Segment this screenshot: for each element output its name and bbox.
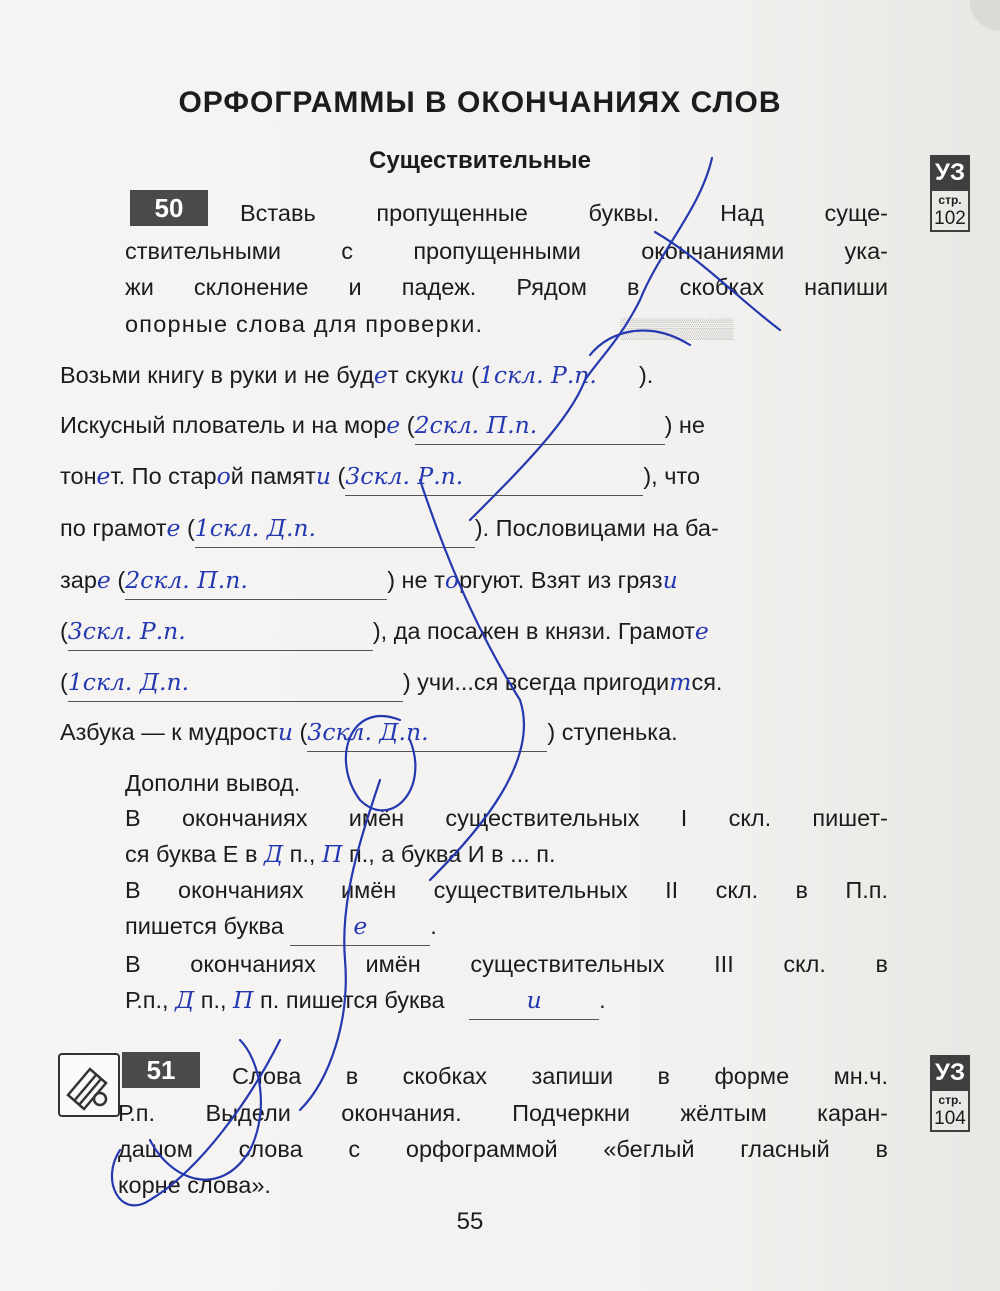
hw-ending: е (96, 566, 111, 594)
hw-annotation: 1скл. Д.п. (68, 664, 403, 702)
reference-label: УЗ (930, 155, 970, 191)
page-number: 55 (456, 1208, 484, 1235)
conclusion-row-4: пишется буква е . (125, 908, 437, 946)
text-line-5: заре (2скл. П.п. ) не торгуют. Взят из грязи (60, 562, 678, 600)
ex51-line-2: Р.п. Выдели окончания. Подчеркни жёлтым каран- (118, 1100, 888, 1126)
conclusion-heading: Дополни вывод. (125, 770, 301, 796)
hw-case: Д (264, 840, 284, 868)
reference-page-box (930, 191, 970, 232)
hw-ending: е (96, 462, 111, 490)
reference-page-number: 104 (934, 1108, 966, 1129)
hw-ending: о (444, 566, 460, 594)
text-line-1: Возьми книгу в руки и не будет скуки (1скл. Р.п. ). (60, 357, 653, 394)
answer-blank-ii: е (290, 908, 430, 946)
ex50-line-2: ствительными с пропущенными окончаниями ука- (125, 238, 888, 264)
text-line-4: по грамоте (1скл. Д.п. ). Пословицами на ба- (60, 510, 719, 548)
hw-ending: о (216, 462, 231, 490)
page-title: ОРФОГРАММЫ В ОКОНЧАНИЯХ СЛОВ (178, 86, 782, 119)
hw-annotation: 3скл. Р.п. (345, 458, 643, 496)
hw-ending: е (386, 411, 401, 439)
ex51-line-1: Слова в скобках запиши в форме мн.ч. (232, 1063, 888, 1089)
hw-ending: и (662, 566, 678, 594)
page-corner (960, 0, 1000, 40)
hw-ending: т (669, 668, 692, 696)
exercise-50-reference (930, 155, 970, 232)
ex51-line-4: корне слова». (118, 1172, 271, 1198)
hw-case: П (321, 840, 343, 868)
hw-annotation: 2скл. П.п. (125, 562, 387, 600)
text-line-7: (1скл. Д.п. ) учи...ся всегда пригодится. (60, 664, 722, 702)
bleed-through: ▒▒▒▒▒▒▒▒ (620, 318, 734, 340)
hw-ending: е (694, 617, 709, 645)
section-title: Существительные (368, 147, 591, 174)
hw-ending: и (449, 361, 465, 389)
hw-annotation: 1скл. Р.п. (478, 361, 597, 389)
ex50-line-3: жи склонение и падеж. Рядом в скобках напиши (125, 274, 888, 300)
conclusion-row-1: В окончаниях имён существительных I скл. пишет- (125, 805, 888, 831)
exercise-51-reference (930, 1055, 970, 1132)
hw-annotation: 1скл. Д.п. (195, 510, 475, 548)
hw-annotation: 3скл. Д.п. (307, 714, 547, 752)
hw-ending: и (277, 718, 294, 746)
hw-ending: е (373, 361, 388, 389)
hw-case: Д (175, 986, 195, 1014)
text-line-2: Искусный плователь и на море (2скл. П.п. ) не (60, 407, 705, 445)
conclusion-row-2: ся буква Е в Д п., П п., а буква И в ... п. (125, 840, 556, 868)
reference-page-box (930, 1091, 970, 1132)
pencil-icon (58, 1053, 120, 1117)
reference-page-number: 102 (934, 208, 966, 229)
text-line-6: (3скл. Р.п. ), да посажен в князи. Грамоте (60, 613, 709, 651)
answer-blank-iii: и (469, 982, 599, 1020)
exercise-51-badge: 51 (122, 1052, 200, 1088)
ex50-line-1: Вставь пропущенные буквы. Над суще- (240, 200, 888, 226)
hw-ending: е (166, 514, 181, 542)
text-line-8: Азбука — к мудрости (3скл. Д.п. ) ступенька. (60, 714, 678, 752)
hw-case: П (233, 986, 254, 1014)
hw-annotation: 2скл. П.п. (415, 407, 665, 445)
ex50-line-4: опорные слова для проверки. (125, 311, 484, 337)
hw-ending: и (315, 462, 331, 490)
exercise-50-badge: 50 (130, 190, 208, 226)
hw-annotation: 3скл. Р.п. (68, 613, 373, 651)
reference-label: УЗ (930, 1055, 970, 1091)
conclusion-row-5: В окончаниях имён существительных III скл. в (125, 951, 888, 977)
reference-page-label: стр. (938, 1093, 962, 1107)
conclusion-row-6: Р.п., Д п., П п. пишется буква и . (125, 982, 606, 1020)
conclusion-row-3: В окончаниях имён существительных II скл. в П.п. (125, 877, 888, 903)
reference-page-label: стр. (938, 193, 962, 207)
text-line-3: тонет. По старой памяти (3скл. Р.п. ), что (60, 458, 700, 496)
ex51-line-3: дашом слова с орфограммой «беглый гласный в (118, 1136, 888, 1162)
